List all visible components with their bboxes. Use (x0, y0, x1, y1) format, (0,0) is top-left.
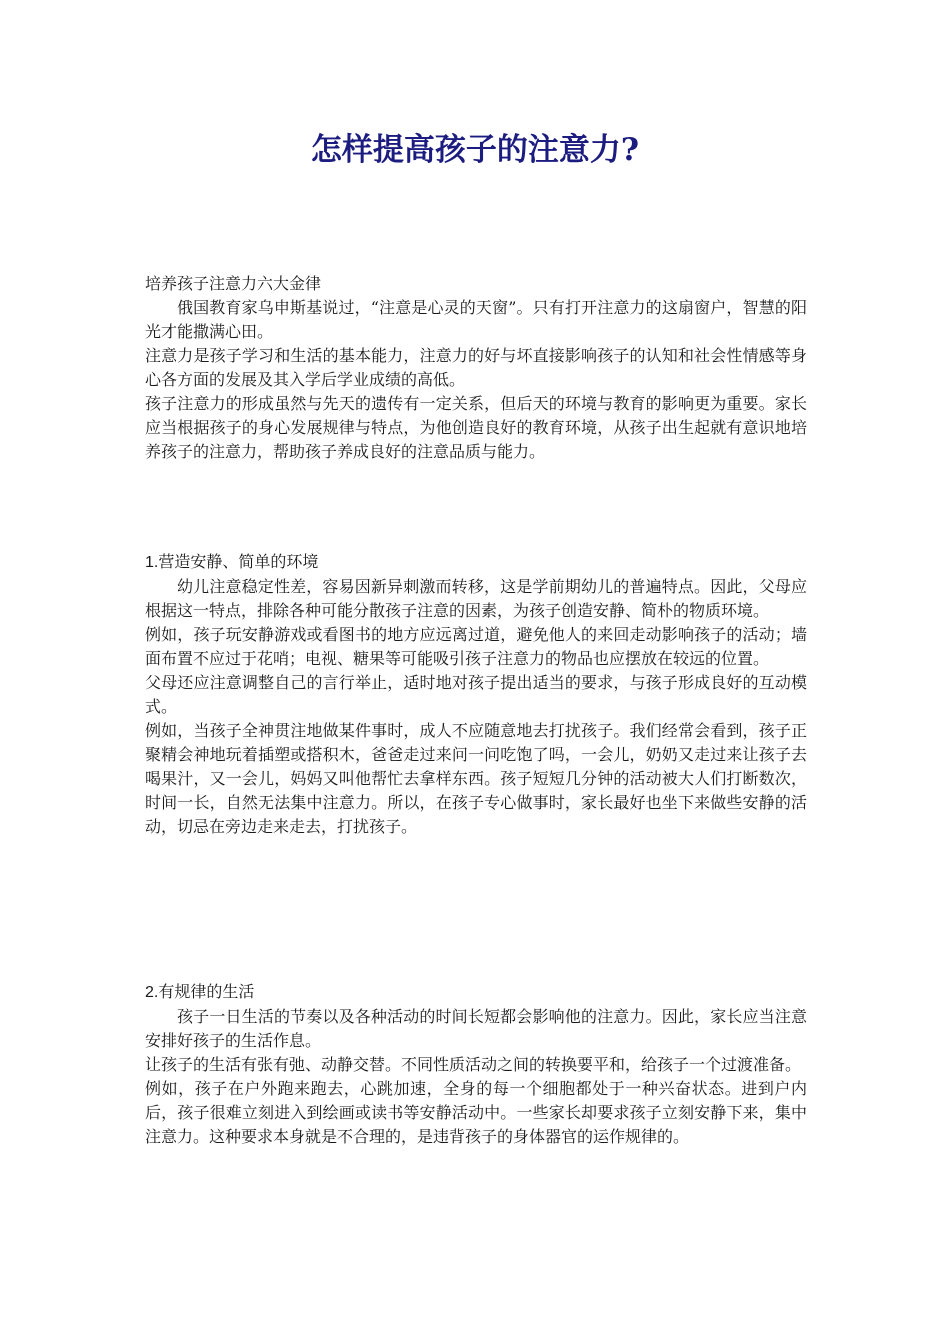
section-1-number: 1. (145, 554, 159, 571)
section-2 (145, 980, 807, 1149)
intro-paragraph-1: 俄国教育家乌申斯基说过，“注意是心灵的天窗”。只有打开注意力的这扇窗户，智慧的阳光才能撒满心田。 (145, 298, 807, 341)
section-1-paragraph-2: 例如，孩子玩安静游戏或看图书的地方应远离过道，避免他人的来回走动影响孩子的活动；墙面布置不应过于花哨；电视、糖果等可能吸引孩子注意力的物品也应摆放在较远的位置。 (145, 625, 807, 668)
intro-section (145, 272, 807, 464)
section-2-paragraph-3: 例如，孩子在户外跑来跑去，心跳加速，全身的每一个细胞都处于一种兴奋状态。进到户内后，孩子很难立刻进入到绘画或读书等安静活动中。一些家长却要求孩子立刻安静下来，集中注意力。这种要求本身就是不合理的，是违背孩子的身体器官的运作规律的。 (145, 1079, 807, 1146)
section-1-paragraph-1: 幼儿注意稳定性差，容易因新异刺激而转移，这是学前期幼儿的普遍特点。因此，父母应根据这一特点，排除各种可能分散孩子注意的因素，为孩子创造安静、简朴的物质环境。 (145, 577, 807, 620)
section-2-number: 2. (145, 984, 159, 1001)
section-1-paragraph-3: 父母还应注意调整自己的言行举止，适时地对孩子提出适当的要求，与孩子形成良好的互动模式。 (145, 673, 807, 716)
section-2-paragraph-2: 让孩子的生活有张有弛、动静交替。不同性质活动之间的转换要平和，给孩子一个过渡准备。 (145, 1055, 802, 1074)
section-1-title: 营造安静、简单的环境 (158, 552, 319, 571)
intro-paragraph-3: 孩子注意力的形成虽然与先天的遗传有一定关系，但后天的环境与教育的影响更为重要。家长应当根据孩子的身心发展规律与特点，为他创造良好的教育环境，从孩子出生起就有意识地培养孩子的注意力，帮助孩子养成良好的注意品质与能力。 (145, 394, 807, 461)
section-2-paragraph-1: 孩子一日生活的节奏以及各种活动的时间长短都会影响他的注意力。因此，家长应当注意安排好孩子的生活作息。 (145, 1007, 807, 1050)
section-1 (145, 550, 807, 839)
section-2-heading (145, 980, 807, 1005)
document-title: 怎样提高孩子的注意力? (310, 132, 640, 168)
intro-paragraph-2: 注意力是孩子学习和生活的基本能力，注意力的好与坏直接影响孩子的认知和社会性情感等身心各方面的发展及其入学后学业成绩的高低。 (145, 346, 807, 389)
section-1-paragraph-4: 例如，当孩子全神贯注地做某件事时，成人不应随意地去打扰孩子。我们经常会看到，孩子正聚精会神地玩着插塑或搭积木，爸爸走过来问一问吃饱了吗，一会儿，奶奶又走过来让孩子去喝果汁，又一会儿，妈妈又叫他帮忙去拿样东西。孩子短短几分钟的活动被大人们打断数次，时间一长，自然无法集中注意力。所以，在孩子专心做事时，家长最好也坐下来做些安静的活动，切忌在旁边走来走去，打扰孩子。 (145, 721, 807, 836)
section-2-title: 有规律的生活 (158, 982, 255, 1001)
intro-heading: 培养孩子注意力六大金律 (145, 274, 322, 293)
section-1-heading (145, 550, 807, 575)
